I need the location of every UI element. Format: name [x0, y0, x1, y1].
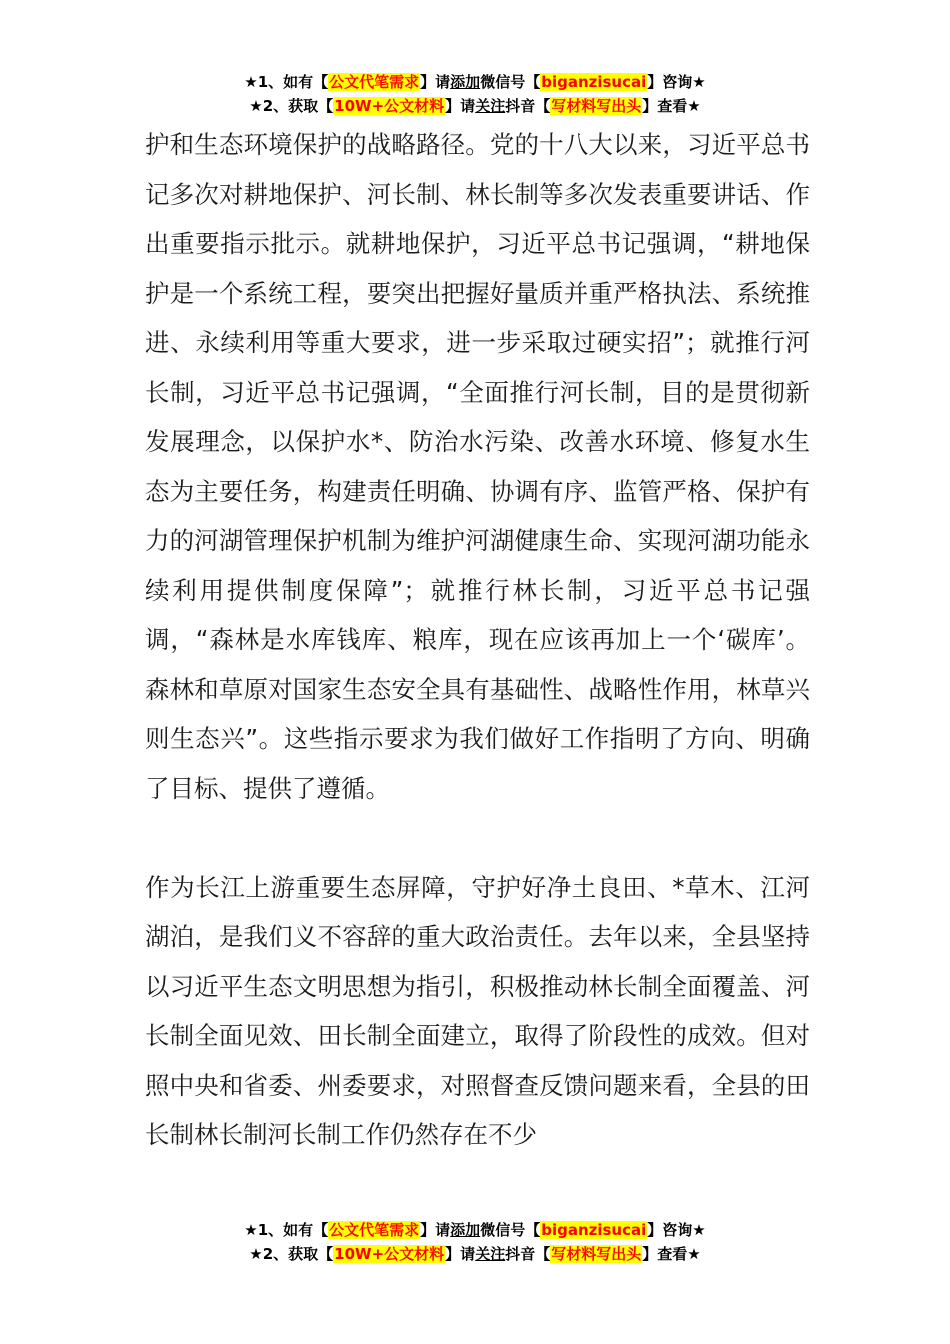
star-icon: ★ [249, 97, 263, 115]
banner-text: 】查看 [642, 1245, 688, 1263]
star-icon: ★ [692, 1221, 706, 1239]
underlined-text: 添加 [450, 73, 481, 91]
underlined-text: 添加 [450, 1221, 481, 1239]
highlight-douyin-account: 写材料写出头 [551, 1245, 642, 1263]
paragraph-spacer [145, 813, 810, 863]
banner-text: 2、获取【 [262, 1245, 334, 1263]
star-icon: ★ [244, 73, 258, 91]
star-icon: ★ [687, 97, 701, 115]
underlined-text: 关注 [475, 1245, 506, 1263]
banner-text: 】请 [445, 97, 476, 115]
banner-line-consult [0, 70, 950, 94]
banner-text: 】咨询 [647, 1221, 693, 1239]
banner-text: 2、获取【 [262, 97, 334, 115]
star-icon: ★ [687, 1245, 701, 1263]
highlight-service: 公文代笔需求 [329, 1221, 420, 1239]
highlight-wechat-id: biganzisucai [541, 73, 647, 91]
banner-text: 】请 [445, 1245, 476, 1263]
footer-banner [0, 1218, 950, 1266]
banner-line-materials [0, 1242, 950, 1266]
banner-text: 1、如有【 [257, 1221, 329, 1239]
banner-text: 抖音【 [505, 1245, 551, 1263]
paragraph-policy-instructions: 护和生态环境保护的战略路径。党的十八大以来，习近平总书记多次对耕地保护、河长制、林长制等多次发表重要讲话、作出重要指示批示。就耕地保护，习近平总书记强调，“耕地保护是一个系统工程，要突出把握好量质并重严格执法、系统推进、永续利用等重大要求，进一步采取过硬实招”；就推行河长制，习近平总书记强调，“全面推行河长制，目的是贯彻新发展理念，以保护水*、防治水污染、改善水环境、修复水生态为主要任务，构建责任明确、协调有序、监管严格、保护有力的河湖管理保护机制为维护河湖健康生命、实现河湖功能永续利用提供制度保障”；就推行林长制，习近平总书记强调，“森林是水库钱库、粮库，现在应该再加上一个‘碳库’。森林和草原对国家生态安全具有基础性、战略性作用，林草兴则生态兴”。这些指示要求为我们做好工作指明了方向、明确了目标、提供了遵循。 [145, 130, 811, 803]
highlight-service: 公文代笔需求 [329, 73, 420, 91]
banner-line-consult [0, 1218, 950, 1242]
highlight-materials: 10W+公文材料 [334, 1245, 445, 1263]
banner-text: 】请 [420, 1221, 451, 1239]
banner-text: 微信号【 [480, 73, 541, 91]
star-icon: ★ [249, 1245, 263, 1263]
banner-text: 】咨询 [647, 73, 693, 91]
banner-text: 抖音【 [505, 97, 551, 115]
star-icon: ★ [244, 1221, 258, 1239]
underlined-text: 关注 [475, 97, 506, 115]
star-icon: ★ [692, 73, 706, 91]
header-banner [0, 70, 950, 118]
banner-text: 1、如有【 [257, 73, 329, 91]
banner-text: 微信号【 [480, 1221, 541, 1239]
highlight-materials: 10W+公文材料 [334, 97, 445, 115]
paragraph-county-responsibility: 作为长江上游重要生态屏障，守护好净土良田、*草木、江河湖泊，是我们义不容辞的重大政治责任。去年以来，全县坚持以习近平生态文明思想为指引，积极推动林长制全面覆盖、河长制全面见效、田长制全面建立，取得了阶段性的成效。但对照中央和省委、州委要求，对照督查反馈问题来看，全县的田长制林长制河长制工作仍然存在不少 [145, 872, 810, 1149]
document-body [145, 120, 810, 1160]
banner-text: 】查看 [642, 97, 688, 115]
highlight-wechat-id: biganzisucai [541, 1221, 647, 1239]
highlight-douyin-account: 写材料写出头 [551, 97, 642, 115]
banner-text: 】请 [420, 73, 451, 91]
banner-line-materials [0, 94, 950, 118]
